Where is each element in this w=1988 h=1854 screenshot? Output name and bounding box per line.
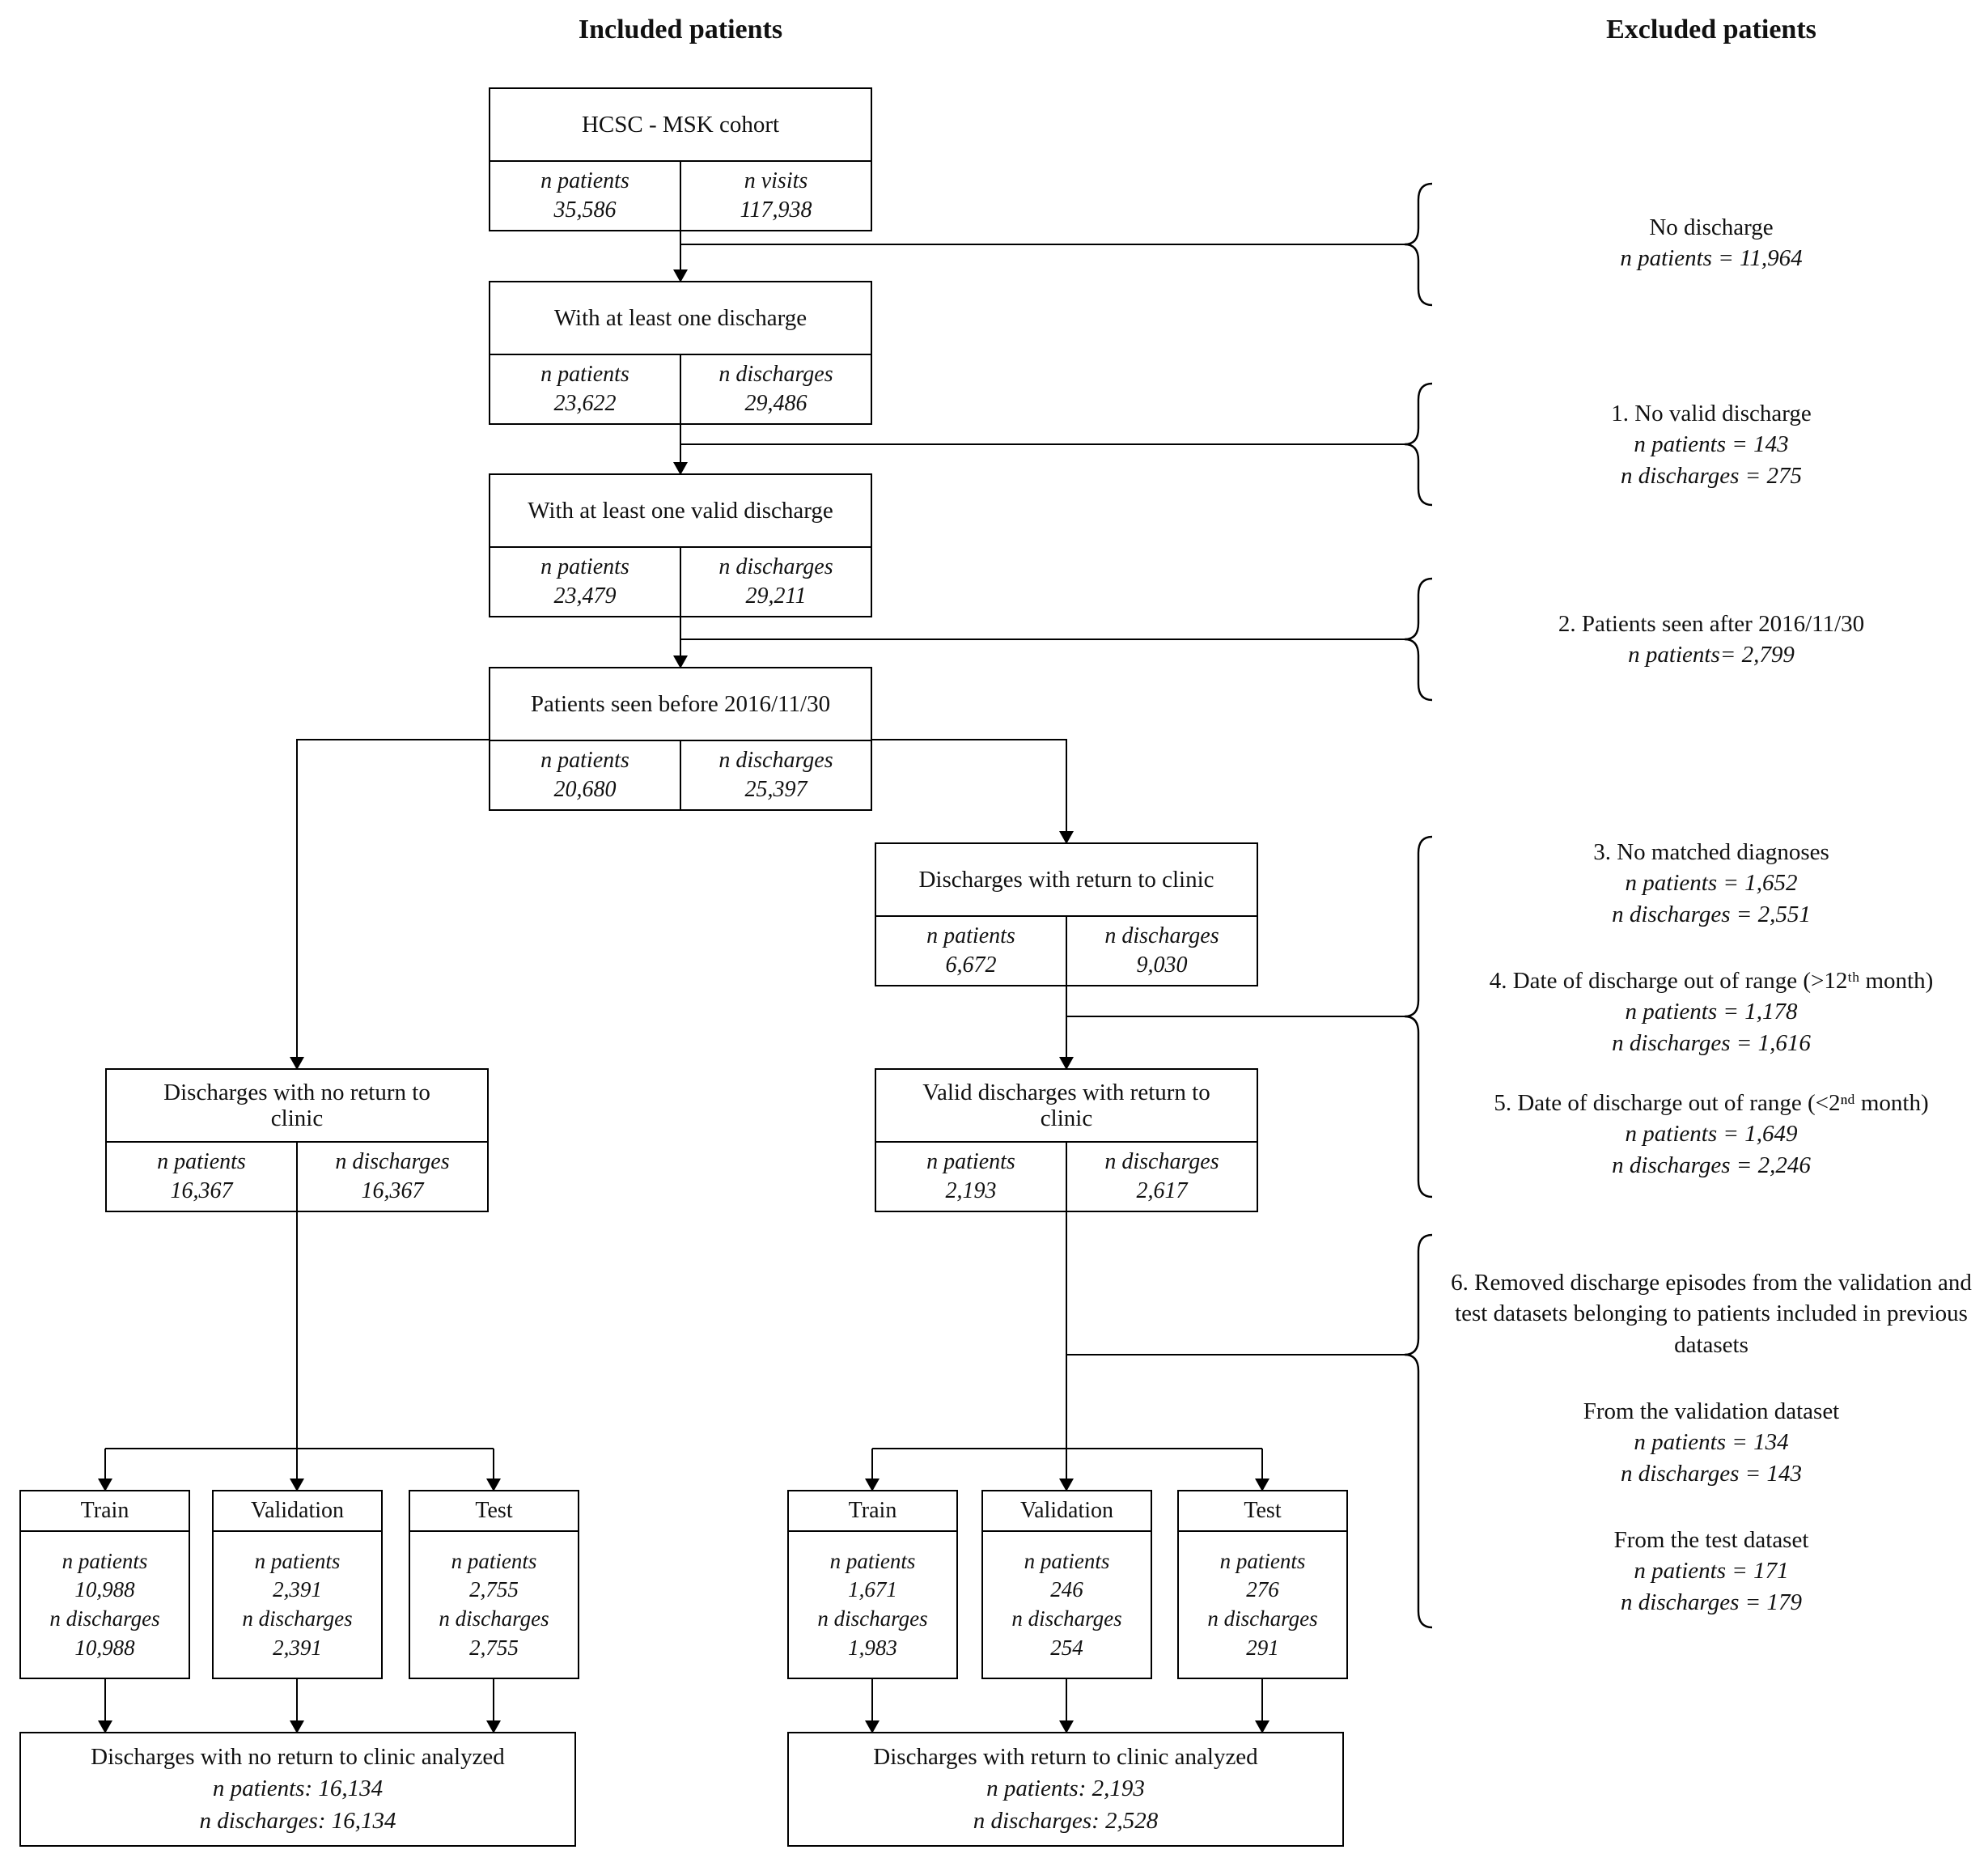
stat-label: n patients (540, 554, 629, 580)
box-return-test (1177, 1490, 1348, 1679)
box-valid-discharge-title: With at least one valid discharge (490, 475, 871, 548)
box-one-discharge-title: With at least one discharge (490, 282, 871, 355)
exclusion-label: No discharge (1649, 214, 1774, 240)
stat-label: n patients (451, 1548, 537, 1573)
final-discharges: n discharges: 2,528 (973, 1807, 1159, 1834)
box-one-discharge (489, 281, 872, 425)
box-no-return-discharges (298, 1143, 487, 1211)
split-title: Train (789, 1491, 956, 1532)
exclusion-label: 5. Date of discharge out of range (<2ⁿᵈ month) (1494, 1090, 1929, 1116)
split-title: Train (21, 1491, 189, 1532)
stat-label: n discharges (718, 362, 833, 388)
stat-label: n discharges (439, 1606, 549, 1631)
exclusion-count: n patients = 134 (1634, 1429, 1789, 1456)
exclusion-braces (1405, 184, 1432, 1627)
final-title: Discharges with return to clinic analyzed (873, 1744, 1258, 1771)
stat-label: n patients (540, 362, 629, 388)
stat-label: n patients (540, 748, 629, 774)
stat-label: n patients (254, 1548, 341, 1573)
stat-label: n discharges (1104, 923, 1219, 949)
exclusion-label: From the test dataset (1613, 1527, 1809, 1553)
stat-value: 6,672 (945, 952, 997, 978)
stat-label: n patients (1219, 1548, 1306, 1573)
box-valid-return (875, 1068, 1258, 1212)
exclusion-count: n discharges = 1,616 (1612, 1029, 1811, 1056)
stat-label: n discharges (1104, 1149, 1219, 1175)
box-valid-return-patients (876, 1143, 1067, 1211)
stat-label: n patients (157, 1149, 246, 1175)
stat-value: 20,680 (553, 777, 617, 802)
exclusion-count: n patients = 11,964 (1620, 245, 1803, 272)
exclusion-label: 1. No valid discharge (1611, 401, 1812, 426)
final-discharges: n discharges: 16,134 (199, 1807, 396, 1834)
exclusion-count: n discharges = 2,551 (1612, 901, 1811, 927)
stat-value: 25,397 (744, 777, 807, 802)
box-seen-before-patients (490, 741, 681, 809)
box-cohort-visits (681, 162, 871, 230)
box-return-clinic (875, 842, 1258, 986)
box-valid-discharge (489, 473, 872, 617)
stat-label: n discharges (1011, 1606, 1122, 1631)
brace-seen-after (1405, 579, 1432, 700)
stat-value: 2,755 (469, 1635, 519, 1660)
exclusion-no-discharge (1444, 212, 1978, 274)
box-return-clinic-title: Discharges with return to clinic (876, 844, 1257, 917)
stat-label: n discharges (335, 1149, 450, 1175)
exclusion-from-test (1444, 1525, 1978, 1618)
exclusion-label: 2. Patients seen after 2016/11/30 (1558, 611, 1865, 637)
brace-exclusions-3-5 (1405, 837, 1432, 1197)
stat-value: 10,988 (74, 1635, 135, 1660)
stat-label: n visits (744, 168, 808, 194)
final-title: Discharges with no return to clinic analyzed (91, 1744, 505, 1771)
stat-label: n patients (829, 1548, 916, 1573)
stat-value: 291 (1246, 1635, 1279, 1660)
split-title: Validation (983, 1491, 1151, 1532)
stat-value: 9,030 (1136, 952, 1188, 978)
box-cohort (489, 87, 872, 231)
stat-value: 276 (1246, 1577, 1279, 1602)
box-cohort-patients (490, 162, 681, 230)
exclusion-count: n patients = 1,649 (1625, 1121, 1798, 1148)
box-valid-return-discharges (1067, 1143, 1257, 1211)
stat-value: 2,193 (945, 1178, 997, 1203)
stat-value: 254 (1050, 1635, 1083, 1660)
box-one-discharge-patients (490, 355, 681, 423)
stat-value: 117,938 (740, 197, 812, 223)
exclusion-no-matched-diagnoses (1444, 837, 1978, 930)
box-return-validation (981, 1490, 1152, 1679)
stat-label: n discharges (718, 554, 833, 580)
box-no-return (105, 1068, 489, 1212)
stat-label: n patients (540, 168, 629, 194)
box-no-return-validation (212, 1490, 383, 1679)
stat-label: n discharges (817, 1606, 928, 1631)
box-valid-discharge-discharges (681, 548, 871, 616)
exclusion-count: n patients = 143 (1634, 431, 1789, 458)
stat-value: 10,988 (74, 1577, 135, 1602)
brace-exclusion-6 (1405, 1235, 1432, 1627)
exclusion-count: n patients= 2,799 (1628, 642, 1795, 668)
brace-no-discharge (1405, 184, 1432, 305)
exclusion-label: From the validation dataset (1583, 1398, 1840, 1424)
stat-label: n patients (1024, 1548, 1110, 1573)
exclusion-label: 4. Date of discharge out of range (>12ᵗʰ month) (1489, 968, 1934, 994)
exclusion-no-valid-discharge (1444, 398, 1978, 491)
box-cohort-title: HCSC - MSK cohort (490, 89, 871, 162)
exclusion-seen-after (1444, 609, 1978, 671)
exclusion-label: 6. Removed discharge episodes from the validation and test datasets belonging to patients included in previous datasets (1451, 1270, 1972, 1358)
exclusion-label: 3. No matched diagnoses (1593, 839, 1829, 865)
stat-value: 29,211 (745, 583, 807, 609)
stat-value: 246 (1050, 1577, 1083, 1602)
stat-label: n patients (61, 1548, 148, 1573)
exclusion-removed-episodes (1444, 1267, 1978, 1360)
stat-label: n patients (926, 1149, 1015, 1175)
box-no-return-analyzed (19, 1732, 576, 1847)
exclusion-count: n patients = 171 (1634, 1558, 1789, 1585)
exclusion-out-of-range-high (1444, 965, 1978, 1059)
box-return-analyzed (787, 1732, 1344, 1847)
box-seen-before-discharges (681, 741, 871, 809)
stat-value: 23,479 (553, 583, 617, 609)
box-valid-discharge-patients (490, 548, 681, 616)
stat-label: n discharges (49, 1606, 160, 1631)
box-no-return-title: Discharges with no return to clinic (107, 1070, 487, 1143)
stat-value: 23,622 (553, 391, 617, 416)
stat-label: n discharges (1207, 1606, 1318, 1631)
exclusion-from-validation (1444, 1396, 1978, 1489)
exclusion-count: n discharges = 2,246 (1612, 1152, 1811, 1178)
stat-value: 2,617 (1136, 1178, 1188, 1203)
box-seen-before (489, 667, 872, 811)
stat-label: n discharges (718, 748, 833, 774)
stat-value: 2,391 (273, 1577, 322, 1602)
split-title: Test (1179, 1491, 1346, 1532)
box-no-return-patients (107, 1143, 298, 1211)
exclusion-count: n discharges = 143 (1621, 1460, 1802, 1487)
stat-value: 1,983 (848, 1635, 897, 1660)
stat-value: 2,391 (273, 1635, 322, 1660)
box-return-clinic-patients (876, 917, 1067, 985)
final-patients: n patients: 2,193 (986, 1776, 1145, 1802)
exclusion-count: n discharges = 179 (1621, 1589, 1802, 1615)
exclusion-count: n patients = 1,652 (1625, 870, 1798, 897)
box-return-train (787, 1490, 958, 1679)
stat-value: 29,486 (744, 391, 807, 416)
box-return-clinic-discharges (1067, 917, 1257, 985)
final-patients: n patients: 16,134 (212, 1776, 384, 1802)
box-valid-return-title: Valid discharges with return to clinic (876, 1070, 1257, 1143)
stat-value: 16,367 (170, 1178, 233, 1203)
exclusion-out-of-range-low (1444, 1088, 1978, 1181)
stat-value: 35,586 (553, 197, 617, 223)
split-title: Validation (214, 1491, 381, 1532)
excluded-patients-title: Excluded patients (1606, 15, 1816, 45)
brace-no-valid-discharge (1405, 384, 1432, 505)
stat-value: 16,367 (361, 1178, 424, 1203)
box-no-return-test (409, 1490, 579, 1679)
stat-value: 1,671 (848, 1577, 897, 1602)
split-title: Test (410, 1491, 578, 1532)
stat-label: n patients (926, 923, 1015, 949)
exclusion-count: n patients = 1,178 (1625, 999, 1798, 1025)
box-no-return-train (19, 1490, 190, 1679)
included-patients-title: Included patients (578, 15, 783, 45)
box-seen-before-title: Patients seen before 2016/11/30 (490, 668, 871, 741)
stat-value: 2,755 (469, 1577, 519, 1602)
exclusion-count: n discharges = 275 (1621, 462, 1802, 489)
stat-label: n discharges (242, 1606, 353, 1631)
box-one-discharge-discharges (681, 355, 871, 423)
